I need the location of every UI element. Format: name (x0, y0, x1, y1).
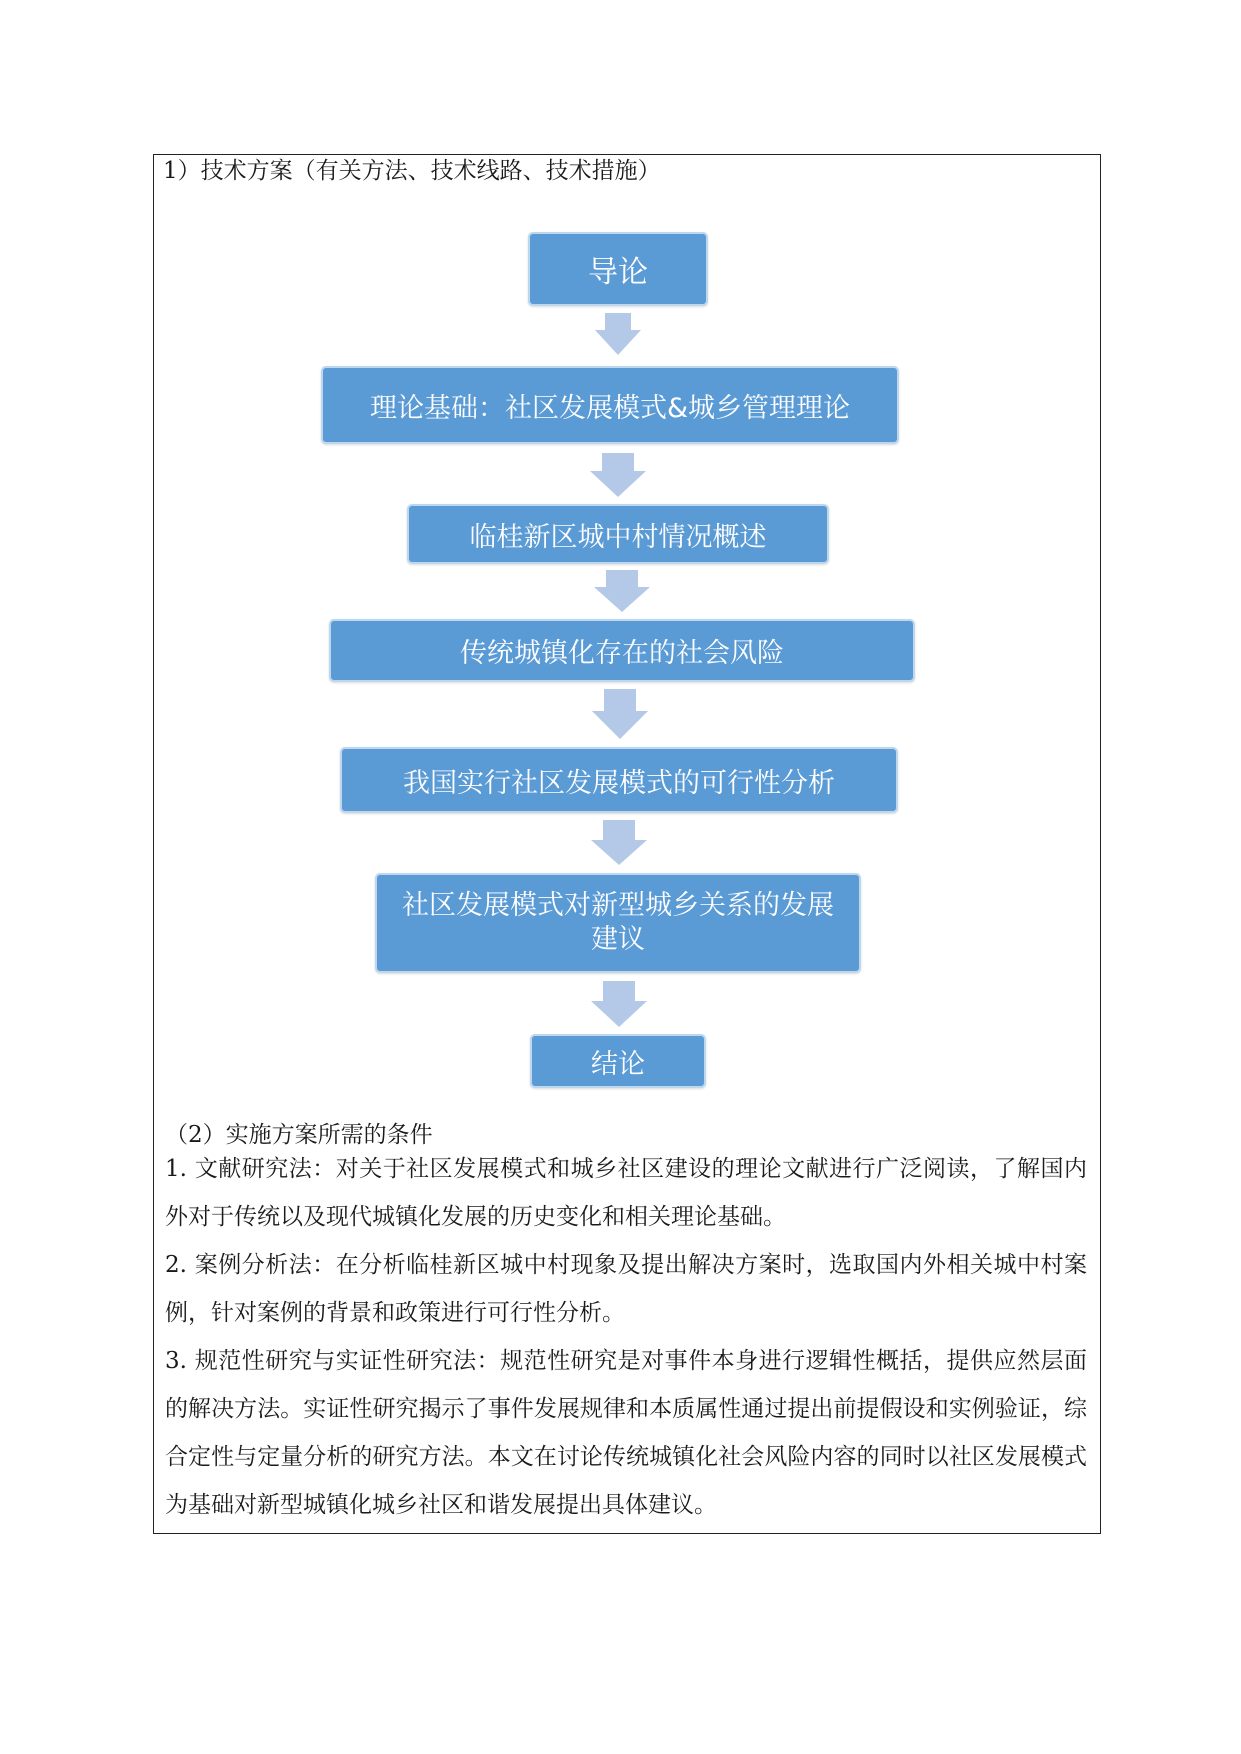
flow-step-overview (407, 504, 829, 564)
flow-step-suggestions (375, 873, 861, 973)
method-literature: 1. 文献研究法：对关于社区发展模式和城乡社区建设的理论文献进行广泛阅读，了解国内外对于传统以及现代城镇化发展的历史变化和相关理论基础。 (165, 1156, 1087, 1230)
method-normative-empirical: 3. 规范性研究与实证性研究法：规范性研究是对事件本身进行逻辑性概括，提供应然层面的解决方法。实证性研究揭示了事件发展规律和本质属性通过提出前提假设和实例验证，综合定性与定量分析的研究方法。本文在讨论传统城镇化社会风险内容的同时以社区发展模式为基础对新型城镇化城乡社区和谐发展提出具体建议。 (165, 1348, 1087, 1518)
flow-step-label: 结论 (591, 1048, 645, 1080)
flow-step-feasibility (340, 747, 898, 813)
methods-list (165, 1145, 1087, 1529)
flow-step-intro (528, 232, 708, 306)
flow-step-label: 导论 (588, 255, 648, 290)
flow-step-label: 社区发展模式对新型城乡关系的发展建议 (402, 890, 834, 955)
flow-step-theory (321, 366, 899, 444)
flow-step-label: 我国实行社区发展模式的可行性分析 (403, 767, 835, 799)
flow-step-label: 理论基础：社区发展模式&城乡管理理论 (369, 392, 851, 424)
section-2-title: （2）实施方案所需的条件 (165, 1122, 433, 1148)
method-case-study: 2. 案例分析法：在分析临桂新区城中村现象及提出解决方案时，选取国内外相关城中村案例，针对案例的背景和政策进行可行性分析。 (165, 1252, 1087, 1326)
flow-step-risks (329, 619, 915, 682)
flow-step-label: 传统城镇化存在的社会风险 (460, 638, 784, 669)
section-1-title: 1）技术方案（有关方法、技术线路、技术措施） (163, 158, 661, 184)
flow-step-label: 临桂新区城中村情况概述 (469, 521, 767, 553)
down-arrow-icon (591, 981, 647, 1027)
down-arrow-icon (591, 820, 647, 865)
down-arrow-icon (592, 689, 648, 739)
down-arrow-icon (590, 453, 646, 497)
down-arrow-icon (595, 313, 641, 355)
flow-step-conclusion (530, 1034, 706, 1088)
down-arrow-icon (594, 570, 650, 612)
